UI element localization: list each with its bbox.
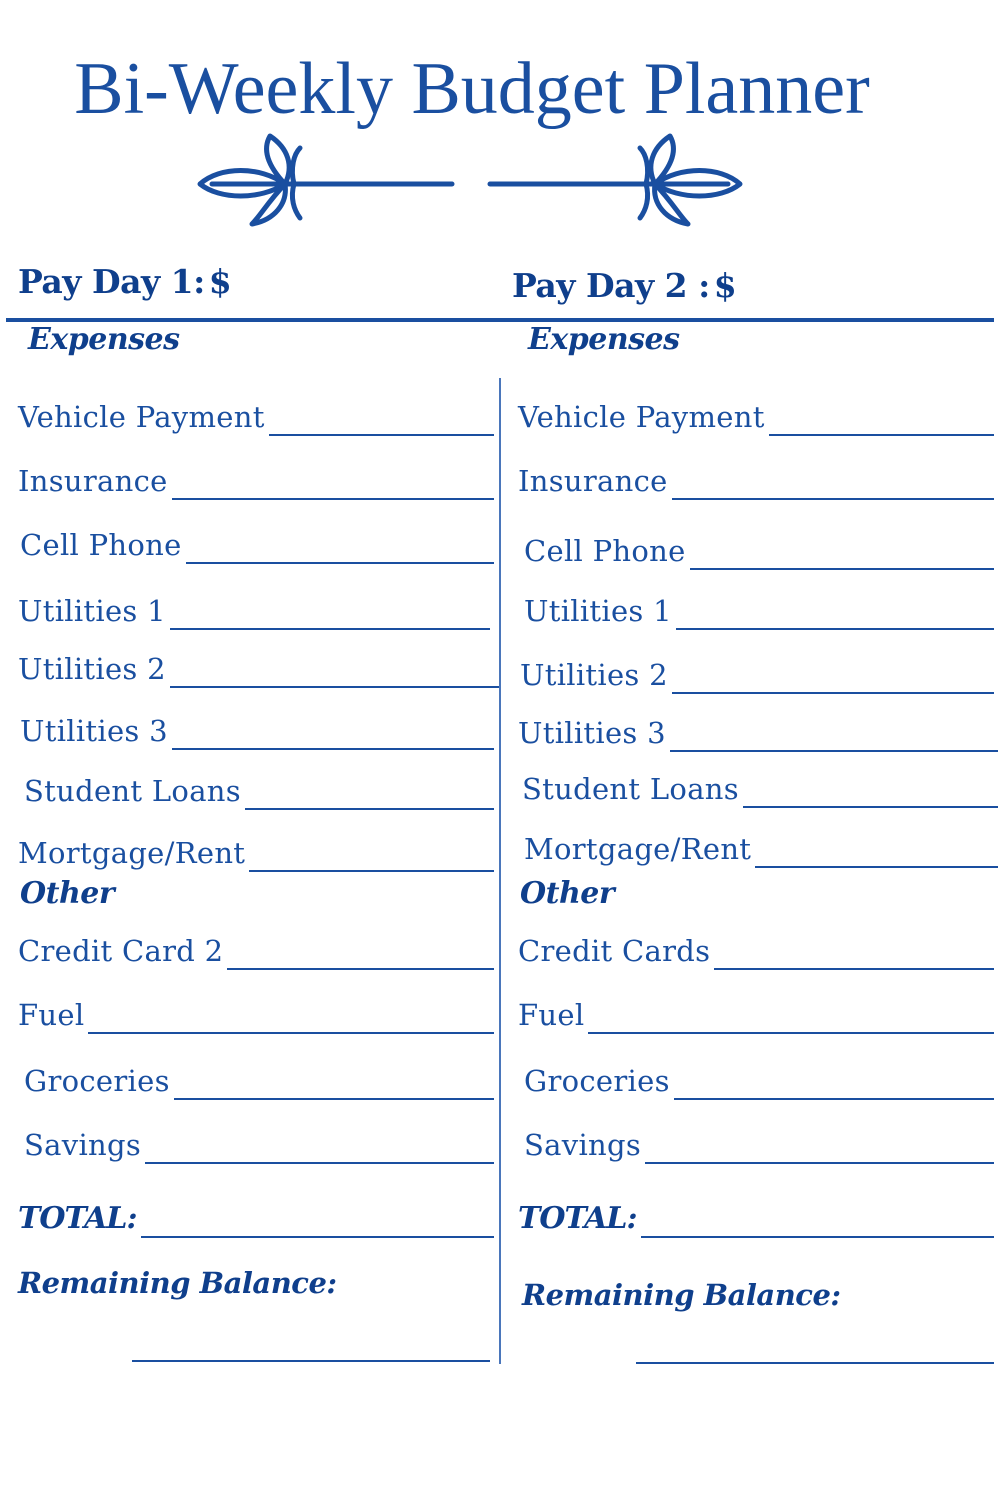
entry-line[interactable] <box>743 805 998 808</box>
row-label: Mortgage/Rent <box>524 832 752 866</box>
total-label: TOTAL: <box>518 1201 637 1236</box>
row-label: Utilities 3 <box>20 714 168 748</box>
total-row-2[interactable] <box>518 1198 994 1238</box>
expense-row-utilities-3-1[interactable] <box>20 710 494 750</box>
remaining-balance-line-2[interactable] <box>636 1362 994 1364</box>
remaining-balance-label-2: Remaining Balance: <box>522 1278 841 1312</box>
other-row-savings-2[interactable] <box>524 1124 994 1164</box>
row-label: Fuel <box>18 998 85 1032</box>
expense-row-cell-phone-1[interactable] <box>20 524 494 564</box>
entry-line[interactable] <box>645 1161 994 1164</box>
entry-line[interactable] <box>672 691 994 694</box>
entry-line[interactable] <box>172 497 494 500</box>
row-label: Credit Cards <box>518 934 711 968</box>
total-entry-line[interactable] <box>141 1235 494 1238</box>
payday-1-currency: $ <box>208 262 232 301</box>
other-row-savings-1[interactable] <box>24 1124 494 1164</box>
entry-line[interactable] <box>670 749 998 752</box>
payday-1-label: Pay Day 1: <box>18 262 205 301</box>
row-label: Mortgage/Rent <box>18 836 246 870</box>
entry-line[interactable] <box>249 869 494 872</box>
other-row-credit-card-1[interactable] <box>18 930 494 970</box>
row-label: Utilities 1 <box>18 594 166 628</box>
entry-line[interactable] <box>755 865 998 868</box>
expense-row-utilities-1-1[interactable] <box>18 590 490 630</box>
payday-2-heading <box>512 266 736 305</box>
entry-line[interactable] <box>674 1097 994 1100</box>
row-label: Cell Phone <box>20 528 182 562</box>
expense-row-utilities-1-2[interactable] <box>524 590 994 630</box>
row-label: Savings <box>24 1128 142 1162</box>
expense-row-utilities-2-2[interactable] <box>520 654 994 694</box>
expense-row-insurance-2[interactable] <box>518 460 994 500</box>
expense-row-vehicle-payment-2[interactable] <box>518 396 994 436</box>
total-label: TOTAL: <box>18 1201 137 1236</box>
row-label: Groceries <box>524 1064 670 1098</box>
row-label: Utilities 2 <box>520 658 668 692</box>
row-label: Groceries <box>24 1064 170 1098</box>
row-label: Fuel <box>518 998 585 1032</box>
expense-row-student-loans-2[interactable] <box>522 768 998 808</box>
entry-line[interactable] <box>170 685 499 688</box>
row-label: Utilities 1 <box>524 594 672 628</box>
entry-line[interactable] <box>672 497 994 500</box>
expense-row-mortgage-rent-2[interactable] <box>524 828 998 868</box>
entry-line[interactable] <box>588 1031 994 1034</box>
row-label: Cell Phone <box>524 534 686 568</box>
expense-row-cell-phone-2[interactable] <box>524 530 994 570</box>
expense-row-student-loans-1[interactable] <box>24 770 494 810</box>
page-title: Bi-Weekly Budget Planner <box>74 48 870 130</box>
other-row-groceries-1[interactable] <box>24 1060 494 1100</box>
expenses-heading-1: Expenses <box>28 322 180 357</box>
column-divider <box>499 378 501 1364</box>
leaf-branch-arrows-icon <box>190 128 750 228</box>
remaining-balance-label-1: Remaining Balance: <box>18 1266 337 1300</box>
row-label: Insurance <box>18 464 168 498</box>
payday-1-heading <box>18 262 231 301</box>
expense-row-utilities-2-1[interactable] <box>18 648 499 688</box>
row-label: Vehicle Payment <box>18 400 265 434</box>
row-label: Insurance <box>518 464 668 498</box>
entry-line[interactable] <box>676 627 994 630</box>
entry-line[interactable] <box>172 747 494 750</box>
row-label: Utilities 3 <box>518 716 666 750</box>
row-label: Vehicle Payment <box>518 400 765 434</box>
entry-line[interactable] <box>714 967 994 970</box>
entry-line[interactable] <box>88 1031 494 1034</box>
entry-line[interactable] <box>170 627 490 630</box>
entry-line[interactable] <box>174 1097 494 1100</box>
row-label: Savings <box>524 1128 642 1162</box>
other-heading-1: Other <box>20 876 115 911</box>
expense-row-vehicle-payment-1[interactable] <box>18 396 494 436</box>
payday-2-currency: $ <box>713 266 737 305</box>
row-label: Utilities 2 <box>18 652 166 686</box>
other-row-credit-cards-2[interactable] <box>518 930 994 970</box>
other-heading-2: Other <box>520 876 615 911</box>
other-row-groceries-2[interactable] <box>524 1060 994 1100</box>
row-label: Student Loans <box>24 774 241 808</box>
entry-line[interactable] <box>227 967 494 970</box>
expense-row-insurance-1[interactable] <box>18 460 494 500</box>
row-label: Credit Card 2 <box>18 934 224 968</box>
entry-line[interactable] <box>769 433 994 436</box>
other-row-fuel-1[interactable] <box>18 994 494 1034</box>
other-row-fuel-2[interactable] <box>518 994 994 1034</box>
entry-line[interactable] <box>269 433 494 436</box>
expenses-heading-2: Expenses <box>528 322 680 357</box>
expense-row-utilities-3-2[interactable] <box>518 712 998 752</box>
remaining-balance-line-1[interactable] <box>132 1360 490 1362</box>
entry-line[interactable] <box>690 567 994 570</box>
total-row-1[interactable] <box>18 1198 494 1238</box>
entry-line[interactable] <box>186 561 494 564</box>
entry-line[interactable] <box>245 807 494 810</box>
entry-line[interactable] <box>145 1161 494 1164</box>
expense-row-mortgage-rent-1[interactable] <box>18 832 494 872</box>
payday-2-label: Pay Day 2 : <box>512 266 710 305</box>
total-entry-line[interactable] <box>641 1235 994 1238</box>
row-label: Student Loans <box>522 772 739 806</box>
